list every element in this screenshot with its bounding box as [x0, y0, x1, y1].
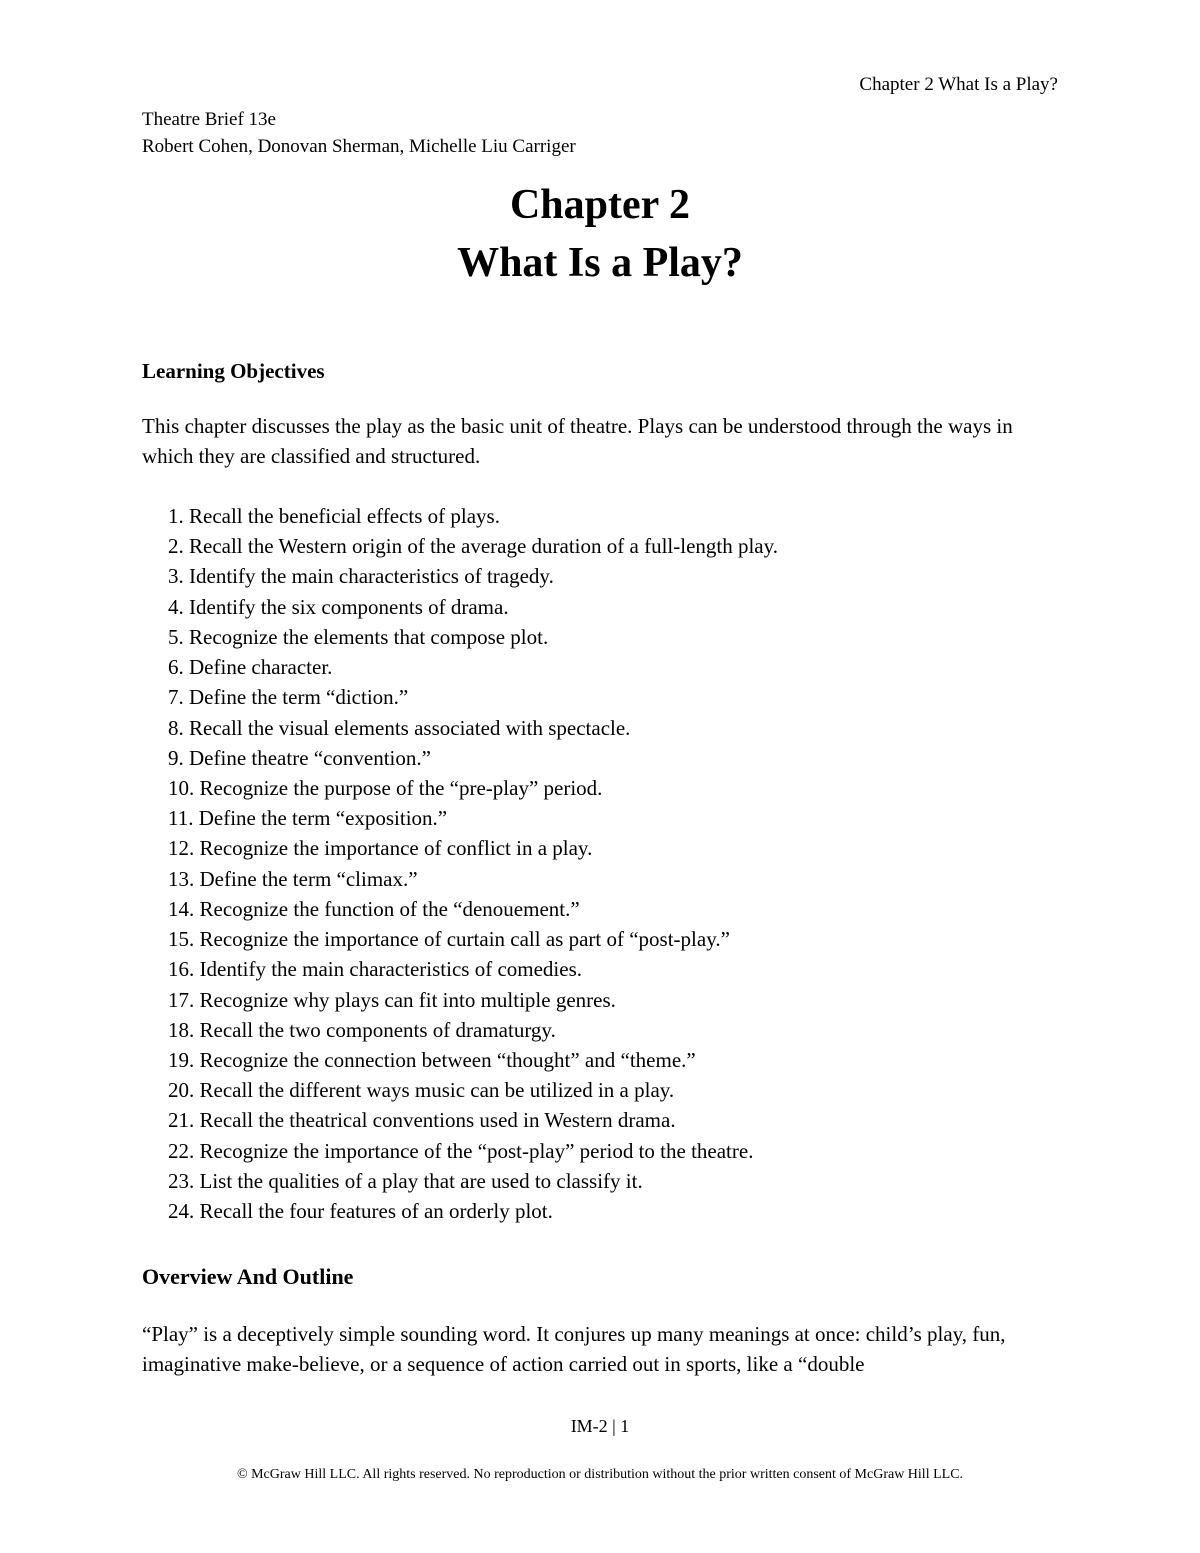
- chapter-name: What Is a Play?: [457, 240, 743, 286]
- objectives-list: [168, 501, 778, 1226]
- objective-item: 8. Recall the visual elements associated with spectacle.: [168, 715, 631, 740]
- objective-item: 11. Define the term “exposition.”: [168, 806, 448, 831]
- objective-item: 22. Recognize the importance of the “post-play” period to the theatre.: [168, 1138, 754, 1163]
- objective-item: 3. Identify the main characteristics of tragedy.: [168, 564, 554, 589]
- objective-item: 20. Recall the different ways music can be utilized in a play.: [168, 1078, 675, 1103]
- overview-heading: Overview And Outline: [142, 1264, 354, 1289]
- objective-item: 10. Recognize the purpose of the “pre-play” period.: [168, 775, 603, 800]
- copyright-notice: © McGraw Hill LLC. All rights reserved. No reproduction or distribution without the prior written consent of McGraw Hill LLC.: [236, 1467, 964, 1482]
- objective-item: 9. Define theatre “convention.”: [168, 745, 431, 770]
- objective-item: 18. Recall the two components of dramaturgy.: [168, 1017, 556, 1042]
- learning-objectives-intro: This chapter discusses the play as the basic unit of theatre. Plays can be understood through the ways in which they are classified and structured.: [142, 414, 1013, 468]
- objective-item: 14. Recognize the function of the “denouement.”: [168, 896, 580, 921]
- objective-item: 1. Recall the beneficial effects of plays.: [168, 504, 500, 528]
- overview-paragraph: “Play” is a deceptively simple sounding word. It conjures up many meanings at once: child’s play, fun, imaginative make-believe, or a sequence of action carried out in sports, like a “double: [142, 1322, 1006, 1376]
- learning-objectives-heading: Learning Objectives: [142, 359, 325, 383]
- objective-item: 19. Recognize the connection between “thought” and “theme.”: [168, 1047, 696, 1072]
- book-title: Theatre Brief 13e: [142, 109, 276, 130]
- objective-item: 12. Recognize the importance of conflict in a play.: [168, 836, 593, 861]
- objective-item: 15. Recognize the importance of curtain call as part of “post-play.”: [168, 927, 730, 952]
- objective-item: 5. Recognize the elements that compose plot.: [168, 624, 549, 649]
- chapter-number: Chapter 2: [509, 182, 691, 228]
- objective-item: 21. Recall the theatrical conventions used in Western drama.: [168, 1108, 676, 1133]
- objective-item: 17. Recognize why plays can fit into multiple genres.: [168, 987, 616, 1012]
- objective-item: 24. Recall the four features of an orderly plot.: [168, 1199, 553, 1224]
- objective-item: 16. Identify the main characteristics of comedies.: [168, 957, 583, 982]
- objective-item: 4. Identify the six components of drama.: [168, 594, 509, 619]
- objective-item: 6. Define character.: [168, 655, 333, 680]
- book-info: [142, 106, 576, 160]
- chapter-title: [0, 176, 1200, 292]
- objective-item: 2. Recall the Western origin of the average duration of a full-length play.: [168, 534, 779, 559]
- running-header: Chapter 2 What Is a Play?: [859, 74, 1058, 95]
- objective-item: 23. List the qualities of a play that are used to classify it.: [168, 1168, 643, 1193]
- book-authors: Robert Cohen, Donovan Sherman, Michelle Liu Carriger: [142, 136, 576, 157]
- objective-item: 13. Define the term “climax.”: [168, 866, 418, 891]
- objective-item: 7. Define the term “diction.”: [168, 685, 409, 710]
- page-number: IM-2 | 1: [570, 1416, 630, 1436]
